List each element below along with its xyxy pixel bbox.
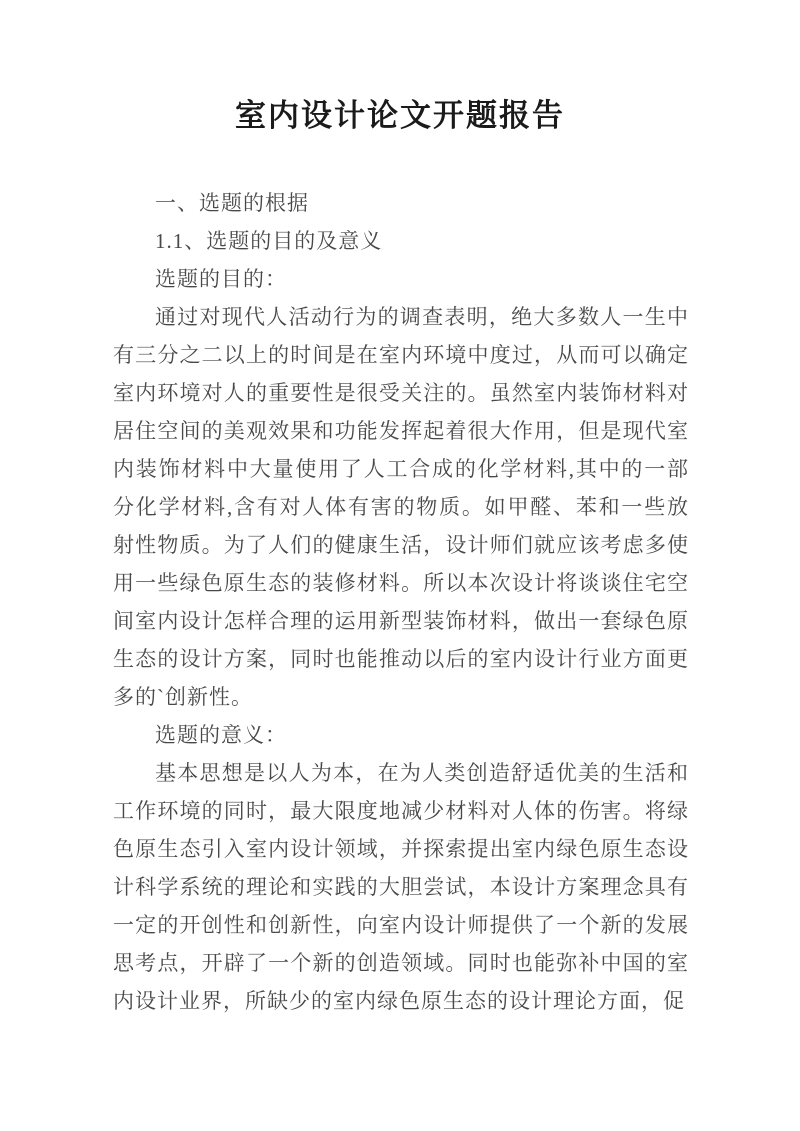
document-title: 室内设计论文开题报告 (235, 98, 565, 133)
section-heading: 一、选题的根据 (155, 191, 309, 215)
significance-label: 选题的意义： (155, 723, 287, 747)
document-body (113, 184, 689, 1020)
purpose-paragraph: 通过对现代人活动行为的调查表明，绝大多数人一生中有三分之二以上的时间是在室内环境中度过，从而可以确定室内环境对人的重要性是很受关注的。虽然室内装饰材料对居住空间的美观效果和功能发挥起着很大作用，但是现代室内装饰材料中大量使用了人工合成的化学材料,其中的一部分化学材料,含有对人体有害的物质。如甲醛、苯和一些放射性物质。为了人们的健康生活，设计师们就应该考虑多使用一些绿色原生态的装修材料。所以本次设计将谈谈住宅空间室内设计怎样合理的运用新型装饰材料，做出一套绿色原生态的设计方案，同时也能推动以后的室内设计行业方面更多的`创新性。 (113, 305, 689, 709)
significance-paragraph: 基本思想是以人为本，在为人类创造舒适优美的生活和工作环境的同时，最大限度地减少材料对人体的伤害。将绿色原生态引入室内设计领域，并探索提出室内绿色原生态设计科学系统的理论和实践的大胆尝试，本设计方案理念具有一定的开创性和创新性，向室内设计师提供了一个新的发展思考点，开辟了一个新的创造领域。同时也能弥补中国的室内设计业界，所缺少的室内绿色原生态的设计理论方面，促 (113, 761, 689, 1013)
purpose-label: 选题的目的： (155, 267, 287, 291)
subsection-heading: 1.1、选题的目的及意义 (155, 229, 383, 253)
